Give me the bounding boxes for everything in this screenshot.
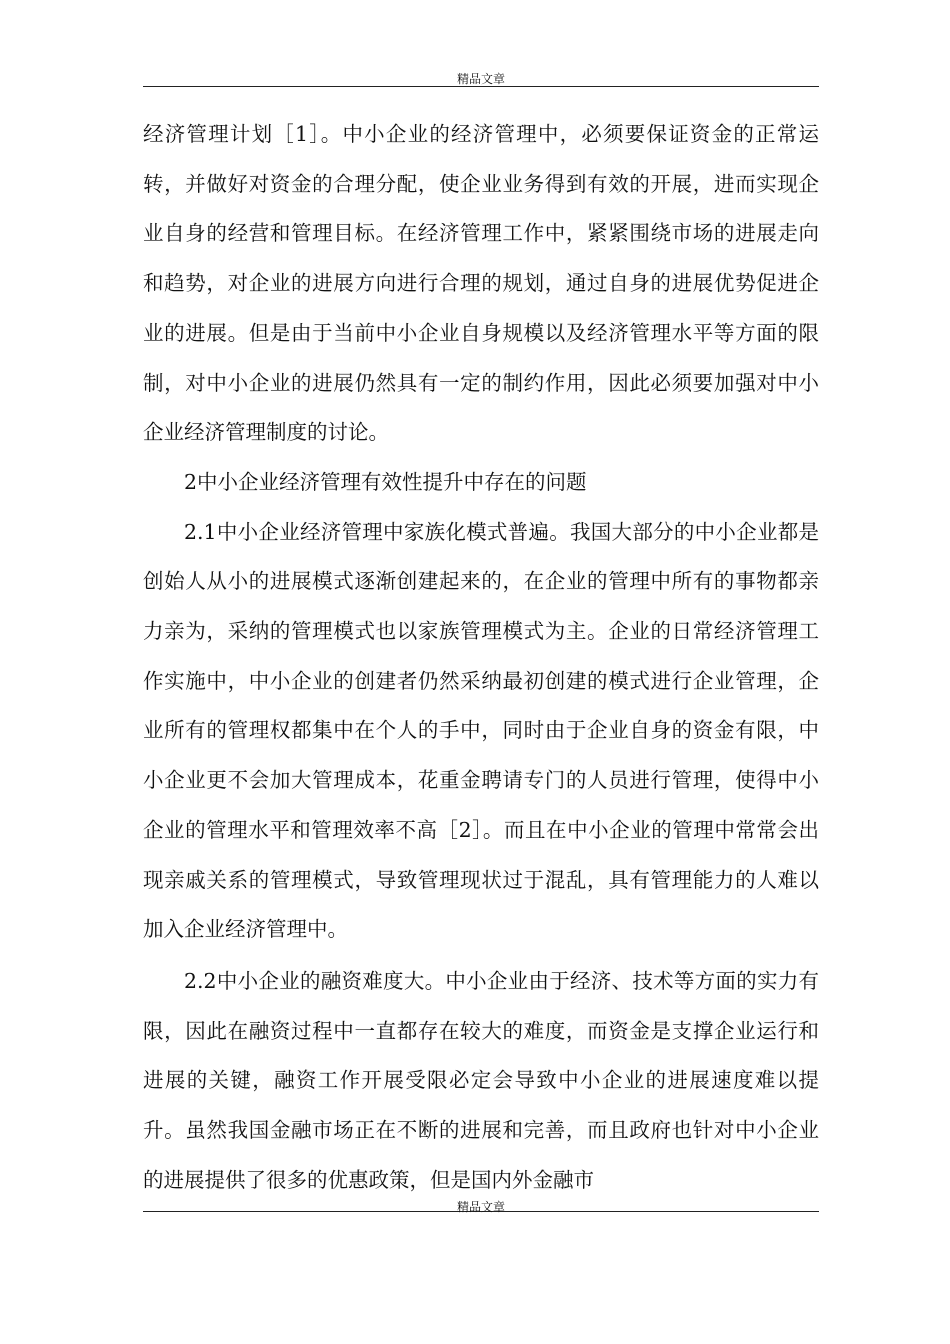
page-footer	[143, 1200, 819, 1234]
body-paragraph-continuation: 经济管理计划［1］。中小企业的经济管理中，必须要保证资金的正常运转，并做好对资金的合理分配，使企业业务得到有效的开展，进而实现企业自身的经营和管理目标。在经济管理工作中，紧紧围绕市场的进展走向和趋势，对企业的进展方向进行合理的规划，通过自身的进展优势促进企业的进展。但是由于当前中小企业自身规模以及经济管理水平等方面的限制，对中小企业的进展仍然具有一定的制约作用，因此必须要加强对中小企业经济管理制度的讨论。	[143, 122, 819, 445]
section-heading: 2中小企业经济管理有效性提升中存在的问题	[184, 469, 587, 494]
body-paragraph-2-1: 2.1中小企业经济管理中家族化模式普遍。我国大部分的中小企业都是创始人从小的进展模式逐渐创建起来的，在企业的管理中所有的事物都亲力亲为，采纳的管理模式也以家族管理模式为主。企业的日常经济管理工作实施中，中小企业的创建者仍然采纳最初创建的模式进行企业管理，企业所有的管理权都集中在个人的手中，同时由于企业自身的资金有限，中小企业更不会加大管理成本，花重金聘请专门的人员进行管理，使得中小企业的管理水平和管理效率不高［2］。而且在中小企业的管理中常常会出现亲戚关系的管理模式，导致管理现状过于混乱，具有管理能力的人难以加入企业经济管理中。	[143, 519, 819, 942]
header-text: 精品文章	[456, 72, 505, 86]
document-body	[143, 110, 819, 1205]
page-header	[143, 66, 819, 87]
footer-text: 精品文章	[456, 1200, 505, 1214]
body-paragraph-2-2: 2.2中小企业的融资难度大。中小企业由于经济、技术等方面的实力有限，因此在融资过程中一直都存在较大的难度，而资金是支撑企业运行和进展的关键，融资工作开展受限必定会导致中小企业的进展速度难以提升。虽然我国金融市场正在不断的进展和完善，而且政府也针对中小企业的进展提供了很多的优惠政策，但是国内外金融市	[143, 968, 819, 1192]
